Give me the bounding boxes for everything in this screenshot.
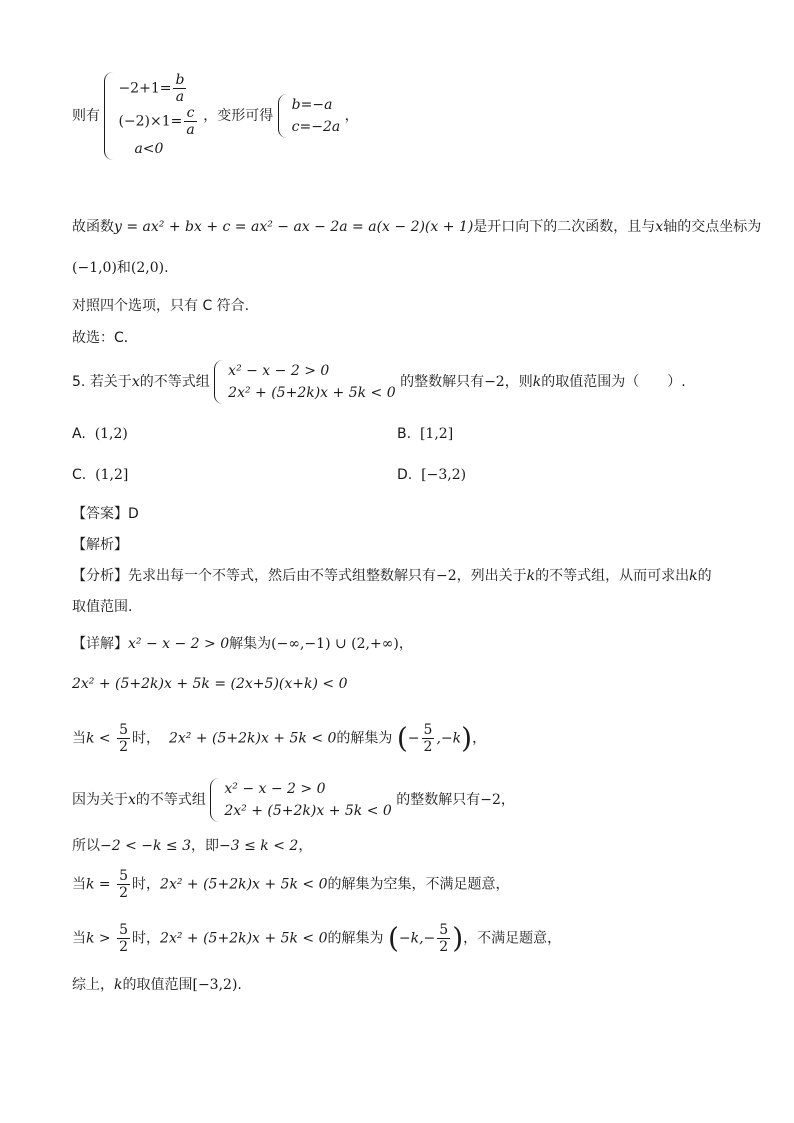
left-brace bbox=[210, 778, 220, 822]
transform-label: ，变形可得 bbox=[203, 108, 274, 124]
answer-value: D bbox=[128, 506, 139, 522]
option-c: C. (1,2] bbox=[72, 467, 129, 483]
fenxi-line: 【分析】先求出每一个不等式，然后由不等式组整数解只有−2，列出关于k的不等式组，从而可求出k的 bbox=[72, 568, 712, 584]
detail-line-4: 因为关于x的不等式组 x² − x − 2 > 0 2x² + (5+2k)x + 5k < 0 的整数解只有−2， bbox=[72, 778, 515, 822]
function-line: 故函数y = ax² + bx + c = ax² − ax − 2a = a(x − 2)(x + 1)是开口向下的二次函数，且与x轴的交点坐标为 bbox=[72, 219, 762, 235]
left-brace bbox=[278, 94, 288, 138]
fenxi-line-2: 取值范围. bbox=[72, 599, 133, 615]
option-d: D. [−3,2) bbox=[397, 467, 467, 483]
detail-line-1: 【详解】x² − x − 2 > 0解集为(−∞,−1) ∪ (2,+∞)， bbox=[72, 636, 413, 652]
question-number: 5. bbox=[72, 374, 86, 390]
then-line: 则有 −2+1= $\frac{b}{a}$ (−2)×1= $\frac{c}{a}$ a<0 ，变形可得 b=−a c=−2a ， bbox=[72, 72, 359, 160]
system1-row1: −2+1= $\frac{b}{a}$ bbox=[118, 72, 185, 105]
system2-row2: c=−2a bbox=[291, 119, 341, 135]
detail-line-8: 综上，k的取值范围[−3,2). bbox=[72, 977, 242, 993]
inequality-system-2: x² − x − 2 > 0 2x² + (5+2k)x + 5k < 0 bbox=[210, 778, 391, 822]
analysis-tag: 【解析】 bbox=[72, 537, 128, 553]
system1-row3: a<0 bbox=[134, 141, 164, 157]
equation-system-1 bbox=[104, 72, 198, 160]
detail-line-2: 2x² + (5+2k)x + 5k = (2x+5)(x+k) < 0 bbox=[72, 676, 348, 692]
inequality-1: x² − x − 2 > 0 bbox=[228, 363, 330, 379]
points-line: (−1,0)和(2,0). bbox=[72, 260, 169, 276]
answer-line bbox=[72, 504, 139, 524]
inequality-2: 2x² + (5+2k)x + 5k < 0 bbox=[228, 385, 396, 401]
answer-tag: 【答案】 bbox=[72, 506, 128, 522]
function-expression: y = ax² + bx + c = ax² − ax − 2a = a(x − 2)(x + 1) bbox=[114, 219, 474, 235]
left-brace bbox=[214, 360, 224, 404]
detail-line-5: 所以−2 < −k ≤ 3，即−3 ≤ k < 2， bbox=[72, 838, 313, 854]
left-brace bbox=[104, 72, 114, 160]
then-label: 则有 bbox=[72, 108, 100, 124]
question-5-stem: 5. 若关于x的不等式组 x² − x − 2 > 0 2x² + (5+2k)x + 5k < 0 的整数解只有−2，则k的取值范围为（ ）. bbox=[72, 360, 686, 404]
option-b: B. [1,2] bbox=[397, 426, 454, 442]
choose-line: 故选：C． bbox=[72, 330, 138, 346]
option-a: A. (1,2) bbox=[72, 426, 128, 442]
detail-line-6: 当k = $\frac{5}{2}$ 时，2x² + (5+2k)x + 5k < 0的解集为空集，不满足题意， bbox=[72, 868, 510, 901]
inequality-system bbox=[214, 360, 395, 404]
detail-line-7: 当k > $\frac{5}{2}$ 时，2x² + (5+2k)x + 5k < 0的解集为 (−k,− $\frac{5}{2}$ )，不满足题意， bbox=[72, 921, 562, 955]
detail-line-3: 当k < $\frac{5}{2}$ 时， 2x² + (5+2k)x + 5k < 0的解集为 (− $\frac{5}{2}$ ,−k)， bbox=[72, 721, 487, 755]
compare-line: 对照四个选项，只有 C 符合. bbox=[72, 298, 250, 314]
system1-row2: (−2)×1= $\frac{c}{a}$ bbox=[118, 105, 195, 138]
system2-row1: b=−a bbox=[291, 97, 333, 113]
equation-system-2 bbox=[278, 94, 341, 138]
